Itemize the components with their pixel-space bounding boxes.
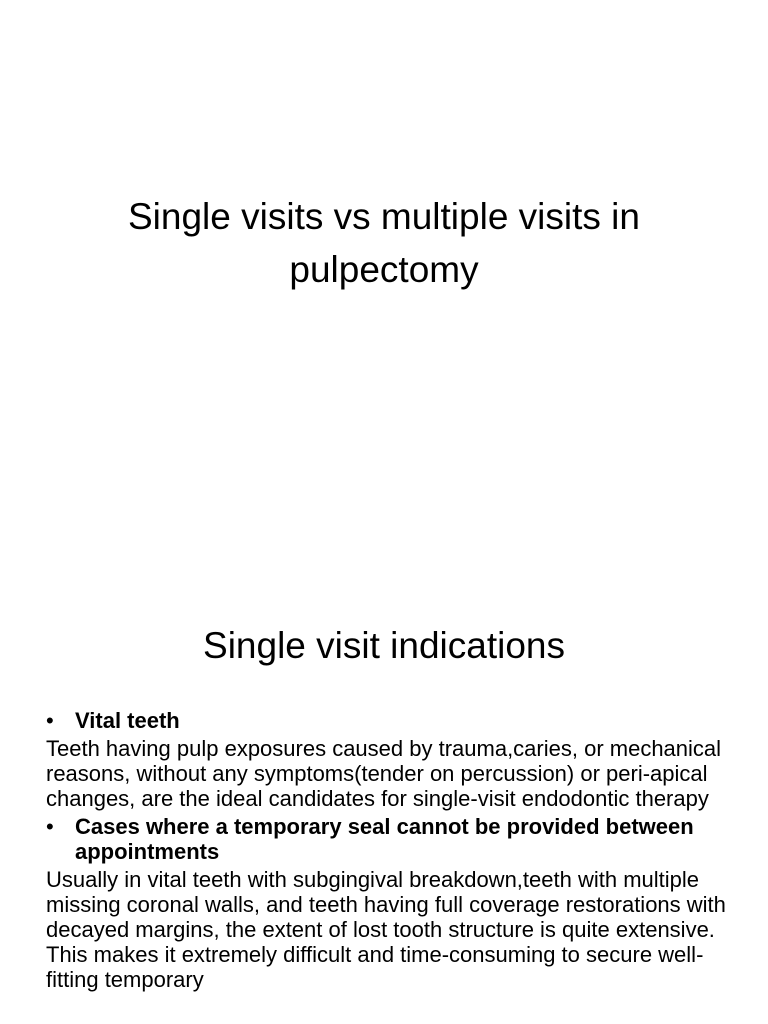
bullet-icon: • [46, 814, 54, 839]
bullet-item [46, 708, 738, 733]
bullet-icon: • [46, 708, 54, 733]
bullet-text: Vital teeth [75, 708, 180, 733]
slide-title: Single visits vs multiple visits in pulpectomy [128, 196, 640, 290]
slide-2 [0, 576, 768, 1024]
bullet-text: Cases where a temporary seal cannot be provided between appointments [75, 814, 694, 864]
slide-title: Single visit indications [203, 625, 565, 666]
bullet-item [46, 814, 738, 864]
slide-body [46, 708, 738, 995]
paragraph: Teeth having pulp exposures caused by trauma,caries, or mechanical reasons, without any symptoms(tender on percussion) or peri-apical changes, are the ideal candidates for single-visit endodontic therapy [46, 736, 722, 811]
paragraph: Usually in vital teeth with subgingival breakdown,teeth with multiple missing coronal walls, and teeth having full coverage restorations with decayed margins, the extent of lost tooth structure is quite extensive. This makes it extremely difficult and time-consuming to secure well-fitting temporary [46, 867, 726, 992]
